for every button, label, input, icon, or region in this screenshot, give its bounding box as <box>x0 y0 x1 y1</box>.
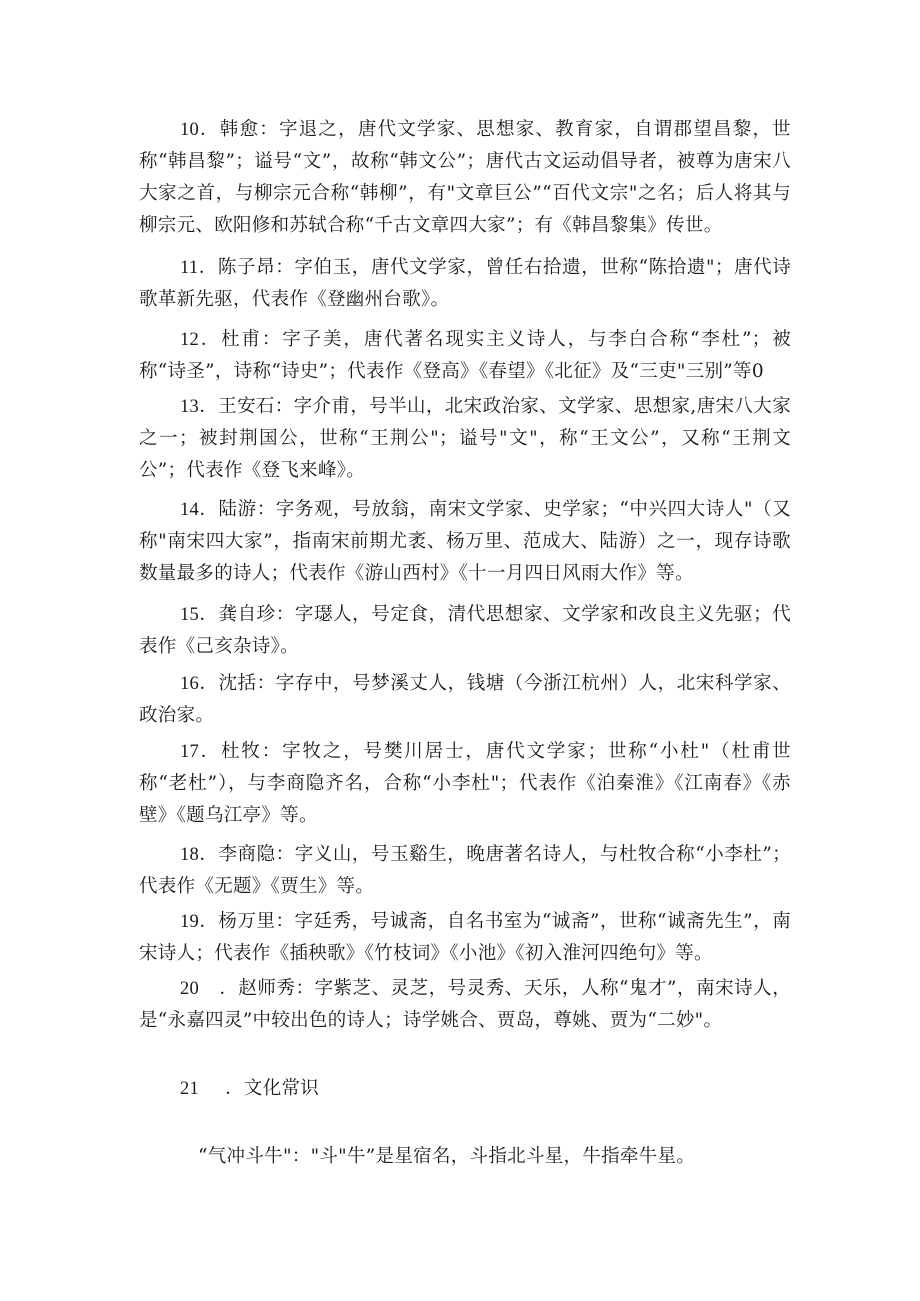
entry-number: 20 <box>180 979 200 999</box>
entry-number: 19 <box>180 912 200 932</box>
entry-text: ．文化常识 <box>225 1078 320 1099</box>
entry-text: ．杜牧：字牧之，号樊川居士，唐代文学家；世称“小杜"（杜甫世称“老杜”），与李商隐齐名，合称“小李杜"；代表作《泊秦淮》《江南春》《赤壁》《题乌江亭》等。 <box>139 741 791 826</box>
entry-text: ．李商隐：字义山，号玉谿生，晚唐著名诗人，与杜牧合称“小李杜”；代表作《无题》《贾生》等。 <box>139 844 791 897</box>
entry-14 <box>139 494 791 590</box>
entry-number: 13 <box>180 397 200 417</box>
entry-16 <box>139 668 791 732</box>
entry-12 <box>139 324 791 388</box>
entry-13 <box>139 391 791 487</box>
entry-10 <box>139 114 791 242</box>
entry-text: ．沈括：字存中，号梦溪丈人，钱塘（今浙江杭州）人，北宋科学家、政治家。 <box>139 673 791 726</box>
entry-17 <box>139 736 791 832</box>
entry-20 <box>139 973 791 1037</box>
entry-number: 10 <box>180 120 200 140</box>
entry-number: 16 <box>180 674 200 694</box>
entry-18 <box>139 839 791 903</box>
entry-number: 14 <box>180 500 200 520</box>
entry-text: ．陆游：字务观，号放翁，南宋文学家、史学家；“中兴四大诗人"（又称"南宋四大家”，指南宋前期尤袤、杨万里、范成大、陆游）之一，现存诗歌数量最多的诗人；代表作《游山西村》《十一月四日风雨大作》等。 <box>139 499 791 584</box>
entry-number: 15 <box>180 605 200 625</box>
entry-21 <box>139 1073 791 1105</box>
culture-note: “气冲斗牛"："斗"牛”是星宿名，斗指北斗星，牛指牵牛星。 <box>198 1146 696 1167</box>
entry-text: ．赵师秀：字紫芝、灵芝，号灵秀、天乐，人称“鬼才”，南宋诗人，是“永嘉四灵”中较出色的诗人；诗学姚合、贾岛，尊姚、贾为“二妙"。 <box>139 978 791 1031</box>
entry-number: 11 <box>180 258 199 278</box>
entry-text: ．韩愈：字退之，唐代文学家、思想家、教育家，自谓郡望昌黎，世称“韩昌黎”；谥号“文”，故称“韩文公”；唐代古文运动倡导者，被尊为唐宋八大家之首，与柳宗元合称“韩柳”，有"文章巨公”“百代文宗"之名；后人将其与柳宗元、欧阳修和苏轼合称“千古文章四大家”；有《韩昌黎集》传世。 <box>139 119 791 236</box>
entry-text: ．龚自珍：字璱人，号定食，清代思想家、文学家和改良主义先驱；代表作《己亥杂诗》。 <box>139 604 791 657</box>
entry-text: ．王安石：字介甫，号半山，北宋政治家、文学家、思想家,唐宋八大家之一；被封荆国公，世称“王荆公"；谥号"文"，称“王文公”，又称“王荆文公”；代表作《登飞来峰》。 <box>139 396 791 481</box>
entry-11 <box>139 252 791 316</box>
entry-text: ．陈子昂：字伯玉，唐代文学家，曾任右拾遗，世称“陈拾遗"；唐代诗歌革新先驱，代表作《登幽州台歌》。 <box>139 257 791 310</box>
entry-text: ．杨万里：字廷秀，号诚斋，自名书室为“诚斋”，世称“诚斋先生”，南宋诗人；代表作《插秧歌》《竹枝词》《小池》《初入淮河四绝句》等。 <box>139 911 791 964</box>
entry-number: 18 <box>180 845 200 865</box>
entry-number: 21 <box>180 1079 200 1099</box>
entry-number: 17 <box>180 742 200 762</box>
entry-15 <box>139 599 791 663</box>
entry-19 <box>139 906 791 970</box>
entry-number: 12 <box>180 330 200 350</box>
entry-text: ．杜甫：字子美，唐代著名现实主义诗人，与李白合称“李杜”；被称“诗圣”，诗称“诗史”；代表作《登高》《春望》《北征》及“三吏"三别”等0 <box>139 329 791 382</box>
